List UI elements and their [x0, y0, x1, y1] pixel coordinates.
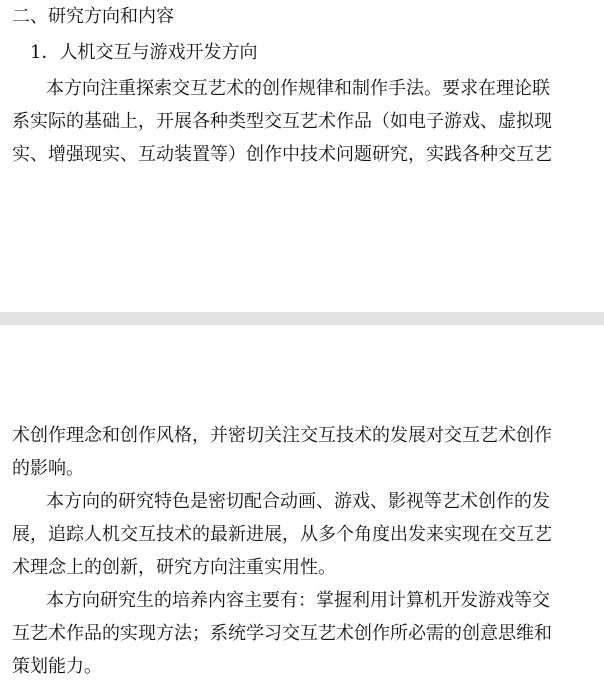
paragraph-line: 术创作理念和创作风格，并密切关注交互技术的发展对交互艺术创作	[12, 425, 552, 446]
paragraph-line: 实、增强现实、互动装置等）创作中技术问题研究，实践各种交互艺	[12, 144, 552, 165]
document-page-bottom	[0, 325, 604, 690]
paragraph-line: 展，追踪人机交互技术的最新进展，从多个角度出发来实现在交互艺	[12, 524, 552, 545]
paragraph-line: 本方向的研究特色是密切配合动画、游戏、影视等艺术创作的发	[46, 491, 550, 512]
section-heading: 二、研究方向和内容	[12, 6, 174, 27]
paragraph-line: 本方向注重探索交互艺术的创作规律和制作手法。要求在理论联	[46, 78, 550, 99]
page-break-separator	[0, 312, 604, 325]
paragraph-line: 术理念上的创新，研究方向注重实用性。	[12, 557, 336, 578]
paragraph-line: 互艺术作品的实现方法；系统学习交互艺术创作所必需的创意思维和	[12, 623, 552, 644]
paragraph-line: 本方向研究生的培养内容主要有：掌握利用计算机开发游戏等交	[46, 590, 550, 611]
paragraph-line: 系实际的基础上，开展各种类型交互艺术作品（如电子游戏、虚拟现	[12, 111, 552, 132]
document-page-top	[0, 0, 604, 312]
subheading: 1．人机交互与游戏开发方向	[30, 42, 258, 63]
paragraph-line: 策划能力。	[12, 656, 102, 677]
paragraph-line: 的影响。	[12, 458, 84, 479]
